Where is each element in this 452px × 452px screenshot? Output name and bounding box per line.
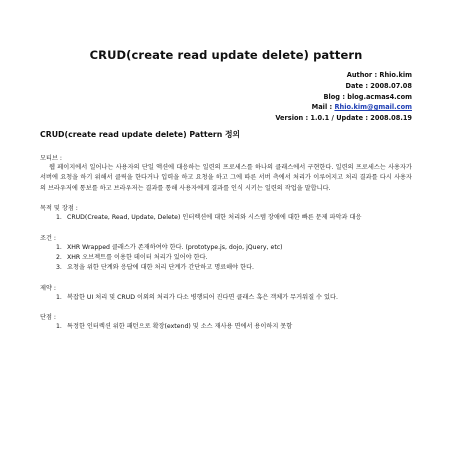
list-item-number: 2. [56,254,62,262]
list-item [40,243,412,253]
summary-label: 모티브 : [40,155,62,162]
meta-date: Date : 2008.07.08 [345,81,412,90]
section-heading: CRUD(create read update delete) Pattern 정의 [40,130,241,139]
meta-version: Version : 1.0.1 / Update : 2008.08.19 [275,114,412,123]
spacer [40,224,412,234]
list-item-text: XHR Wrapped 클래스가 존재하여야 한다. (prototype.js, dojo, jQuery, etc) [67,243,283,251]
drawbacks-list [40,322,412,332]
list-item-number: 1. [56,323,62,331]
meta-author: Author : Rhio.kim [346,71,412,79]
list-item-text: XHR 오브젝트를 이용한 데이터 처리가 있어야 한다. [67,254,208,262]
spacer [40,303,412,313]
constraints-list [40,293,412,303]
meta-mail-link[interactable]: Rhio.kim@gmail.com [334,103,412,112]
conditions-list [40,243,412,274]
list-item-number: 1. [56,214,62,222]
list-item-text: CRUD(Create, Read, Update, Delete) 인터렉션에 대한 처리와 시스템 장애에 대한 빠른 문제 파악과 대응 [67,214,362,222]
list-item [40,293,412,303]
document-body [40,129,412,333]
list-item-number: 1. [56,293,62,301]
meta-blog: Blog : blog.acmas4.com [323,92,412,101]
list-item-text: 요청을 위한 단계와 응답에 대한 처리 단계가 간단하고 명료해야 한다. [67,264,255,272]
purpose-label: 목적 및 장점 : [40,205,78,213]
constraints-label: 제약 : [40,284,57,292]
summary-text: 웹 페이지에서 일어나는 사용자의 단일 액션에 대응하는 일련의 프로세스를 하나의 클래스에서 구현한다. 일련의 프로세스는 사용자가 서버에 요청을 하기 위해서 클릭을 한다거나 입력을 하고 요청을 하고 그에 따른 서버 측에서 처리가 이루어지고 처리 결과를 다시 사용자의 브라우저에 통보를 하고 브라우저는 결과를 통해 사용자에게 결과를 인식 시키는 일련의 작업을 말합니다. [40,164,412,192]
list-item [40,213,412,223]
list-item [40,263,412,273]
purpose-list [40,213,412,223]
list-item-number: 3. [56,264,62,272]
conditions-label: 조건 : [40,234,57,242]
spacer [40,194,412,204]
meta-mail [52,102,412,113]
list-item-number: 1. [56,243,62,251]
meta-mail-label: Mail : [311,103,335,112]
list-item-text: 특정한 인터렉션 위한 패턴으로 확장(extend) 및 소스 재사용 면에서 용이하지 못함 [67,323,293,331]
list-item-text: 복잡한 UI 처리 및 CRUD 이외의 처리가 다소 병행되어 진다면 클래스 혹은 객체가 무거워질 수 있다. [67,293,338,301]
list-item [40,322,412,332]
drawbacks-label: 단점 : [40,314,57,322]
list-item [40,253,412,263]
document-title: CRUD(create read update delete) pattern [89,48,363,62]
document-meta [52,70,412,124]
spacer [40,274,412,284]
